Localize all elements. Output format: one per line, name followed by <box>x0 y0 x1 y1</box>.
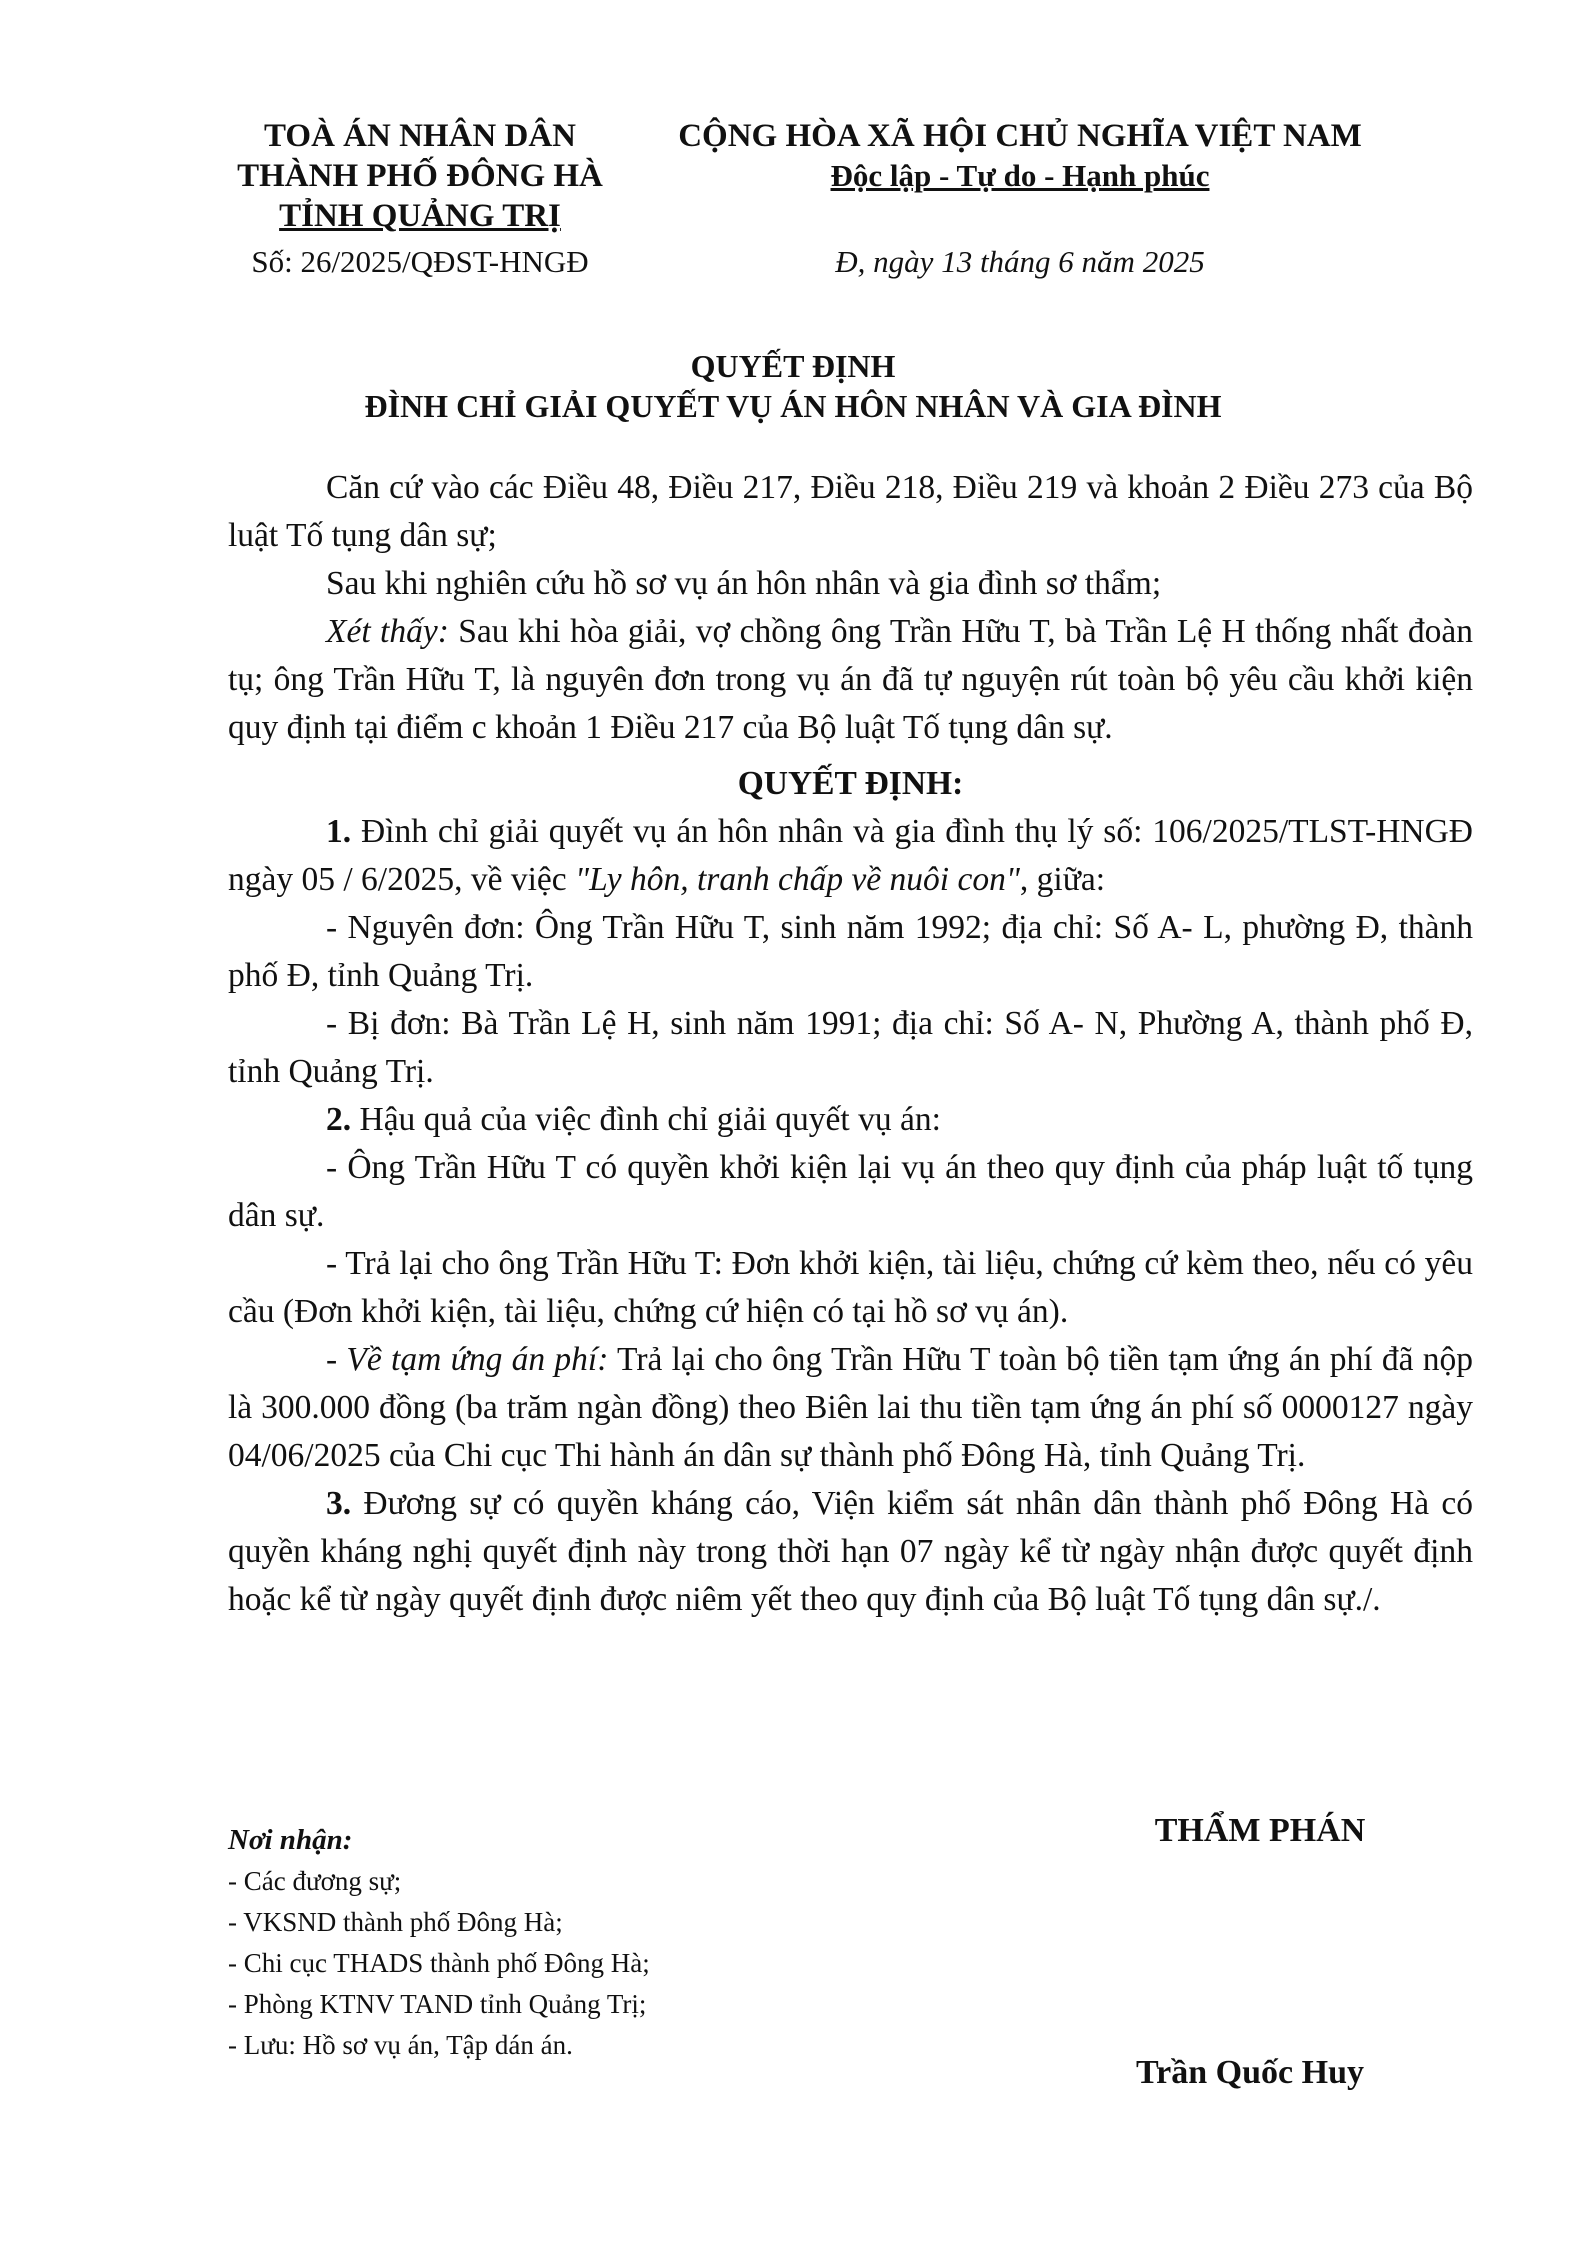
review-paragraph: Sau khi nghiên cứu hồ sơ vụ án hôn nhân và gia đình sơ thẩm; <box>326 565 1162 602</box>
consequence-2: - Trả lại cho ông Trần Hữu T: Đơn khởi kiện, tài liệu, chứng cứ kèm theo, nếu có yêu cầu (Đơn khởi kiện, tài liệu, chứng cứ hiện có tại hồ sơ vụ án). <box>228 1245 1473 1330</box>
motto-wrap <box>640 158 1400 194</box>
nation-title: CỘNG HÒA XÃ HỘI CHỦ NGHĨA VIỆT NAM <box>678 118 1362 154</box>
decision-subtitle: ĐÌNH CHỈ GIẢI QUYẾT VỤ ÁN HÔN NHÂN VÀ GIA ĐÌNH <box>364 388 1222 424</box>
court-name-line3-wrap <box>220 198 620 235</box>
motto: Độc lập - Tự do - Hạnh phúc <box>830 158 1210 193</box>
item1-end: , giữa: <box>1019 861 1106 898</box>
court-name-line2: THÀNH PHỐ ĐÔNG HÀ <box>237 158 603 194</box>
basis-paragraph: Căn cứ vào các Điều 48, Điều 217, Điều 218, Điều 219 và khoản 2 Điều 273 của Bộ luật Tố tụng dân sự; <box>228 469 1473 554</box>
consequence-1: - Ông Trần Hữu T có quyền khởi kiện lại vụ án theo quy định của pháp luật tố tụng dân sự. <box>228 1149 1473 1234</box>
decision-heading: QUYẾT ĐỊNH: <box>737 765 964 802</box>
fee-label: - Về tạm ứng án phí: <box>326 1341 609 1378</box>
item1-text: Đình chỉ giải quyết vụ án hôn nhân và gia đình thụ lý số: 106/2025/TLST-HNGĐ ngày 05 / 6/2025, về việc <box>228 813 1473 898</box>
plaintiff-paragraph: - Nguyên đơn: Ông Trần Hữu T, sinh năm 1992; địa chỉ: Số A- L, phường Đ, thành phố Đ, tỉnh Quảng Trị. <box>228 909 1473 994</box>
finding-text: Sau khi hòa giải, vợ chồng ông Trần Hữu T, bà Trần Lệ H thống nhất đoàn tụ; ông Trần Hữu T, là nguyên đơn trong vụ án đã tự nguyện rút toàn bộ yêu cầu khởi kiện quy định tại điểm c khoản 1 Điều 217 của Bộ luật Tố tụng dân sự. <box>228 613 1473 746</box>
recipients-heading: Nơi nhận: <box>228 1824 353 1856</box>
decision-item-2 <box>228 1096 1473 1144</box>
recipient-item: - Chi cục THADS thành phố Đông Hà; <box>228 1948 650 1978</box>
decision-item-1 <box>228 808 1473 904</box>
recipient-item: - VKSND thành phố Đông Hà; <box>228 1907 563 1937</box>
recipient-item: - Lưu: Hồ sơ vụ án, Tập dán án. <box>228 2030 573 2060</box>
item1-case: "Ly hôn, tranh chấp về nuôi con" <box>575 861 1020 898</box>
document-number: Số: 26/2025/QĐST-HNGĐ <box>251 244 589 279</box>
judge-name: Trần Quốc Huy <box>1136 2054 1364 2091</box>
fee-paragraph <box>228 1336 1473 1480</box>
recipient-item: - Các đương sự; <box>228 1866 402 1896</box>
fee-text: Trả lại cho ông Trần Hữu T toàn bộ tiền tạm ứng án phí đã nộp là 300.000 đồng (ba trăm ngàn đồng) theo Biên lai thu tiền tạm ứng án phí số 0000127 ngày 04/06/2025 của Chi cục Thi hành án dân sự thành phố Đông Hà, tỉnh Quảng Trị. <box>228 1341 1473 1474</box>
item1-number: 1. <box>326 813 352 850</box>
defendant-paragraph: - Bị đơn: Bà Trần Lệ H, sinh năm 1991; địa chỉ: Số A- N, Phường A, thành phố Đ, tỉnh Quảng Trị. <box>228 1005 1473 1090</box>
item3-text: Đương sự có quyền kháng cáo, Viện kiểm sát nhân dân thành phố Đông Hà có quyền kháng nghị quyết định này trong thời hạn 07 ngày kể từ ngày nhận được quyết định hoặc kể từ ngày quyết định được niêm yết theo quy định của Bộ luật Tố tụng dân sự./. <box>228 1485 1473 1618</box>
finding-paragraph <box>228 608 1473 752</box>
item3-number: 3. <box>326 1485 352 1522</box>
judge-title: THẨM PHÁN <box>1154 1812 1366 1849</box>
court-name-line1: TOÀ ÁN NHÂN DÂN <box>264 118 576 154</box>
decision-title: QUYẾT ĐỊNH <box>690 348 896 384</box>
court-name-line3: TỈNH QUẢNG TRỊ <box>279 198 561 234</box>
recipient-item: - Phòng KTNV TAND tỉnh Quảng Trị; <box>228 1989 647 2019</box>
document-body <box>228 464 1473 1624</box>
finding-label: Xét thấy: <box>326 613 449 650</box>
item2-number: 2. <box>326 1101 352 1138</box>
recipients-block <box>228 1820 650 2066</box>
decision-item-3 <box>228 1480 1473 1624</box>
item2-text: Hậu quả của việc đình chỉ giải quyết vụ án: <box>351 1101 941 1138</box>
date-place: Đ, ngày 13 tháng 6 năm 2025 <box>835 244 1205 279</box>
